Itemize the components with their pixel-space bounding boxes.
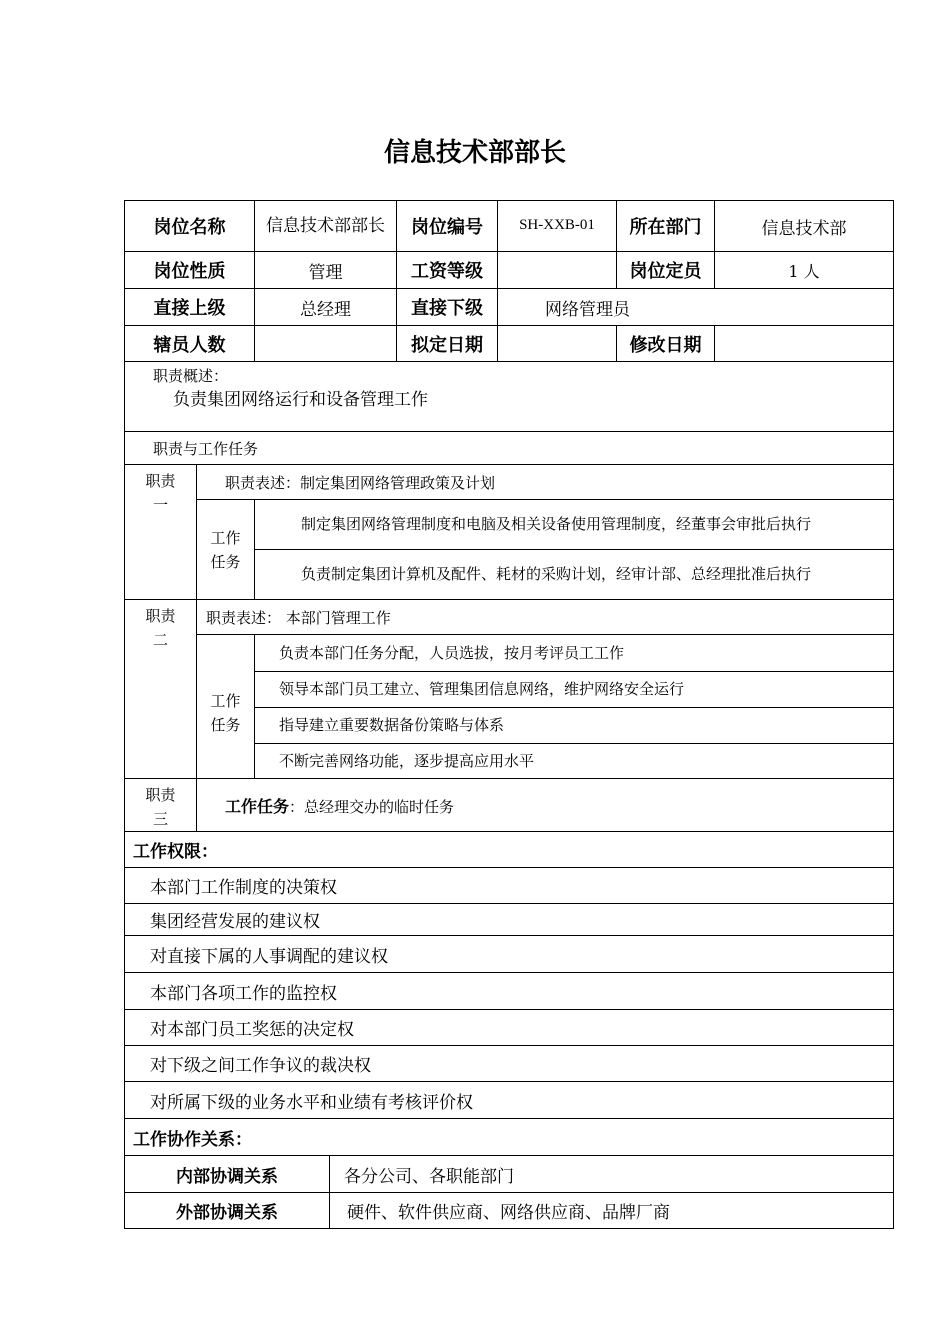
department-label: 所在部门 [617, 201, 715, 252]
duty1-task-1: 制定集团网络管理制度和电脑及相关设备使用管理制度，经董事会审批后执行 [255, 500, 894, 550]
duty3-task-text: ：总经理交办的临时任务 [289, 797, 455, 816]
authority-header: 工作权限： [125, 832, 894, 868]
duty1-task-2: 负责制定集团计算机及配件、耗材的采购计划，经审计部、总经理批准后执行 [255, 550, 894, 600]
staff-count-value [255, 326, 397, 362]
subordinate-label: 直接下级 [397, 289, 498, 326]
page-title: 信息技术部部长 [383, 138, 566, 168]
duty1-task-label [197, 500, 255, 600]
internal-coop-value: 各分公司、各职能部门 [330, 1156, 894, 1193]
position-name-value: 信息技术部部长 [255, 201, 397, 252]
duty3-task-label: 工作任务 [225, 796, 290, 816]
headcount-value: 1 人 [715, 252, 894, 289]
duty3-label [125, 779, 197, 832]
duty2-task-label [197, 635, 255, 779]
authority-item: 对本部门员工奖惩的决定权 [125, 1010, 894, 1046]
superior-label: 直接上级 [125, 289, 255, 326]
cooperation-header: 工作协作关系： [125, 1119, 894, 1156]
staff-count-label: 辖员人数 [125, 326, 255, 362]
position-code-label: 岗位编号 [397, 201, 498, 252]
duty2-task-3: 指导建立重要数据备份策略与体系 [255, 708, 894, 744]
duty2-label [125, 600, 197, 779]
authority-item: 对下级之间工作争议的裁决权 [125, 1046, 894, 1082]
duties-header: 职责与工作任务 [125, 432, 894, 465]
authority-item: 本部门工作制度的决策权 [125, 868, 894, 904]
duty3-task [197, 779, 894, 832]
duty2-task-label-text: 工作任务 [210, 691, 241, 734]
draft-date-value [498, 326, 617, 362]
salary-grade-value [498, 252, 617, 289]
revise-date-value [715, 326, 894, 362]
authority-item: 本部门各项工作的监控权 [125, 973, 894, 1010]
duty2-task-1: 负责本部门任务分配，人员选拔，按月考评员工工作 [255, 635, 894, 672]
duty1-label [125, 465, 197, 600]
superior-value: 总经理 [255, 289, 397, 326]
nature-label: 岗位性质 [125, 252, 255, 289]
summary-cell [125, 362, 894, 432]
internal-coop-label: 内部协调关系 [125, 1156, 330, 1193]
salary-grade-label: 工资等级 [397, 252, 498, 289]
duty3-label-text: 职责三 [145, 786, 176, 828]
draft-date-label: 拟定日期 [397, 326, 498, 362]
authority-item: 对所属下级的业务水平和业绩有考核评价权 [125, 1082, 894, 1119]
authority-item: 对直接下属的人事调配的建议权 [125, 936, 894, 973]
revise-date-label: 修改日期 [617, 326, 715, 362]
duty1-task-label-text: 工作任务 [210, 528, 241, 571]
duty1-description: 职责表述：制定集团网络管理政策及计划 [197, 465, 894, 500]
headcount-label: 岗位定员 [617, 252, 715, 289]
duty2-task-4: 不断完善网络功能，逐步提高应用水平 [255, 744, 894, 779]
external-coop-label: 外部协调关系 [125, 1193, 330, 1229]
duty2-description: 职责表述： 本部门管理工作 [197, 600, 894, 635]
position-name-label: 岗位名称 [125, 201, 255, 252]
authority-item: 集团经营发展的建议权 [125, 904, 894, 936]
position-code-value: SH-XXB-01 [498, 201, 617, 252]
duty2-label-text: 职责二 [145, 607, 176, 649]
nature-value: 管理 [255, 252, 397, 289]
external-coop-value: 硬件、软件供应商、网络供应商、品牌厂商 [330, 1193, 894, 1229]
department-value: 信息技术部 [715, 201, 894, 252]
job-description-table [124, 200, 894, 1229]
duty1-label-text: 职责一 [145, 472, 176, 514]
subordinate-value: 网络管理员 [498, 289, 894, 326]
summary-label: 职责概述： [153, 367, 229, 385]
duty2-task-2: 领导本部门员工建立、管理集团信息网络，维护网络安全运行 [255, 672, 894, 708]
summary-text: 负责集团网络运行和设备管理工作 [173, 390, 428, 410]
